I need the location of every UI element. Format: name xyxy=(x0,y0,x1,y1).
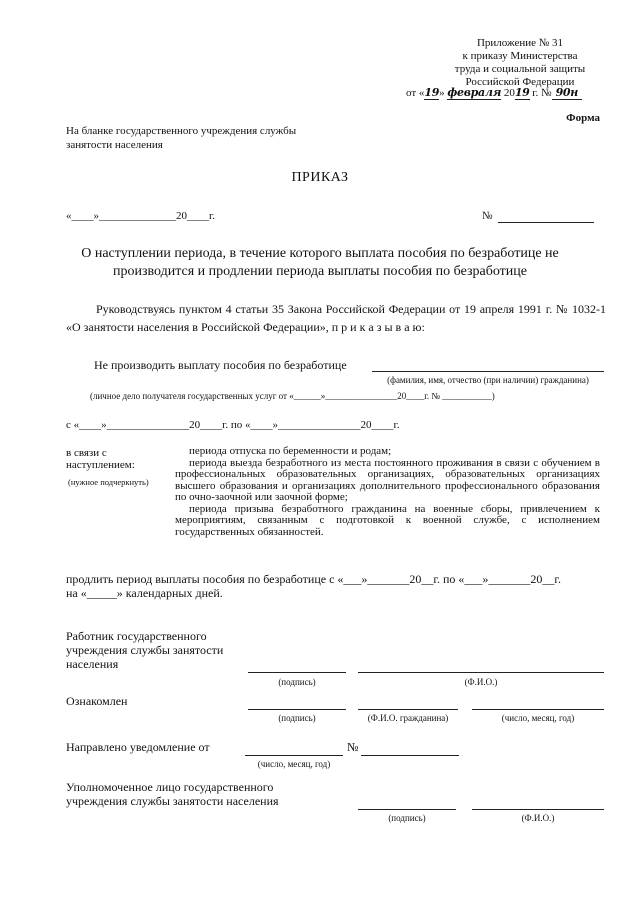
notice-number-line[interactable] xyxy=(361,755,459,756)
appendix-line-2: к приказу Министерства xyxy=(462,50,578,62)
order-date-line: «____»______________20____г. xyxy=(66,210,216,222)
no-payment-label: Не производить выплату пособия по безработице xyxy=(94,358,347,372)
extend-line-2: на «_____» календарных дней. xyxy=(66,586,223,600)
form-label: Форма xyxy=(566,112,600,124)
date-prefix: от « xyxy=(406,87,425,99)
appendix-block xyxy=(440,37,600,89)
order-number-label: № xyxy=(482,210,493,222)
authorized-fio-caption: (Ф.И.О.) xyxy=(521,813,555,823)
employee-signature-caption: (подпись) xyxy=(278,677,316,687)
acquainted-signature-caption: (подпись) xyxy=(278,713,316,723)
preamble-paragraph: Руководствуясь пунктом 4 статьи 35 Закона Российской Федерации от 19 апреля 1991 г. № 1032-1 «О занятости населения в Российской Федерации», п р и к а з ы в а ю: xyxy=(66,302,606,334)
handwritten-month: февраля xyxy=(447,86,502,99)
document-title: ПРИКАЗ xyxy=(291,170,349,185)
underline-note: (нужное подчеркнуть) xyxy=(68,477,149,487)
citizen-fio-line[interactable] xyxy=(358,709,458,710)
reason-label-line-2: наступлением: xyxy=(66,459,135,471)
acquainted-signature-line[interactable] xyxy=(248,709,346,710)
date-mid: » xyxy=(439,87,448,99)
reason-label-line-1: в связи с xyxy=(66,447,107,459)
fio-caption: (фамилия, имя, отчество (при наличии) гражданина) xyxy=(387,375,589,385)
acquainted-label: Ознакомлен xyxy=(66,694,128,708)
acquainted-date-caption: (число, месяц, год) xyxy=(501,713,575,723)
employee-label: Работник государственного учреждения службы занятости населения xyxy=(66,629,224,671)
appendix-line-3: труда и социальной защиты xyxy=(454,63,586,75)
employee-signature-line[interactable] xyxy=(248,672,346,673)
notice-number-label: № xyxy=(347,740,359,754)
acquainted-date-line[interactable] xyxy=(472,709,604,710)
appendix-line-4: Российской Федерации xyxy=(465,76,575,88)
reason-item-study[interactable]: периода выезда безработного из места постоянного проживания в связи с обучением в профессиональных образовательных организациях, образовательных организациях высшего образования и организациях дополнительного профессионального образования по очно-заочной или заочной форме; xyxy=(175,456,600,503)
document-heading: О наступлении периода, в течение которого выплата пособия по безработице не производится и продлении периода выплаты пособия по безработице xyxy=(81,246,559,279)
employee-fio-caption: (Ф.И.О.) xyxy=(464,677,498,687)
fio-field-line[interactable] xyxy=(372,371,604,372)
notice-date-caption: (число, месяц, год) xyxy=(257,759,331,769)
handwritten-day: 19 xyxy=(424,86,440,99)
notice-label: Направлено уведомление от xyxy=(66,740,210,754)
reason-item-military[interactable]: периода призыва безработного гражданина на военные сборы, привлечением к мероприятиям, связанным с подготовкой к военной службе, с исполнением государственных обязанностей. xyxy=(175,502,600,538)
date-number-label: г. № xyxy=(529,87,552,99)
authorized-label: Уполномоченное лицо государственного учреждения службы занятости населения xyxy=(66,780,279,808)
appendix-line-1: Приложение № 31 xyxy=(476,37,564,49)
appendix-date-line xyxy=(406,86,582,99)
citizen-fio-caption: (Ф.И.О. гражданина) xyxy=(367,713,449,723)
authorized-fio-line[interactable] xyxy=(472,809,604,810)
date-year-prefix: 20 xyxy=(501,87,515,99)
employee-fio-line[interactable] xyxy=(358,672,604,673)
reasons-list xyxy=(175,446,600,538)
personal-file-line: (личное дело получателя государственных услуг от «______»________________20____г. № ___________) xyxy=(90,391,495,401)
authorized-signature-caption: (подпись) xyxy=(388,813,426,823)
authorized-signature-line[interactable] xyxy=(358,809,456,810)
extend-line-1: продлить период выплаты пособия по безработице с «___»_______20__г. по «___»_______20__г. xyxy=(66,572,561,586)
reason-label xyxy=(66,447,135,471)
notice-date-line[interactable] xyxy=(245,755,343,756)
blank-note: На бланке государственного учреждения службы занятости населения xyxy=(66,125,297,151)
handwritten-year: 19 xyxy=(514,86,530,99)
period-line: с «____»_______________20____г. по «____»_______________20____г. xyxy=(66,419,400,431)
handwritten-number: 90н xyxy=(552,86,582,100)
order-number-line xyxy=(498,222,594,223)
reason-item-maternity[interactable]: периода отпуска по беременности и родам; xyxy=(189,445,392,457)
